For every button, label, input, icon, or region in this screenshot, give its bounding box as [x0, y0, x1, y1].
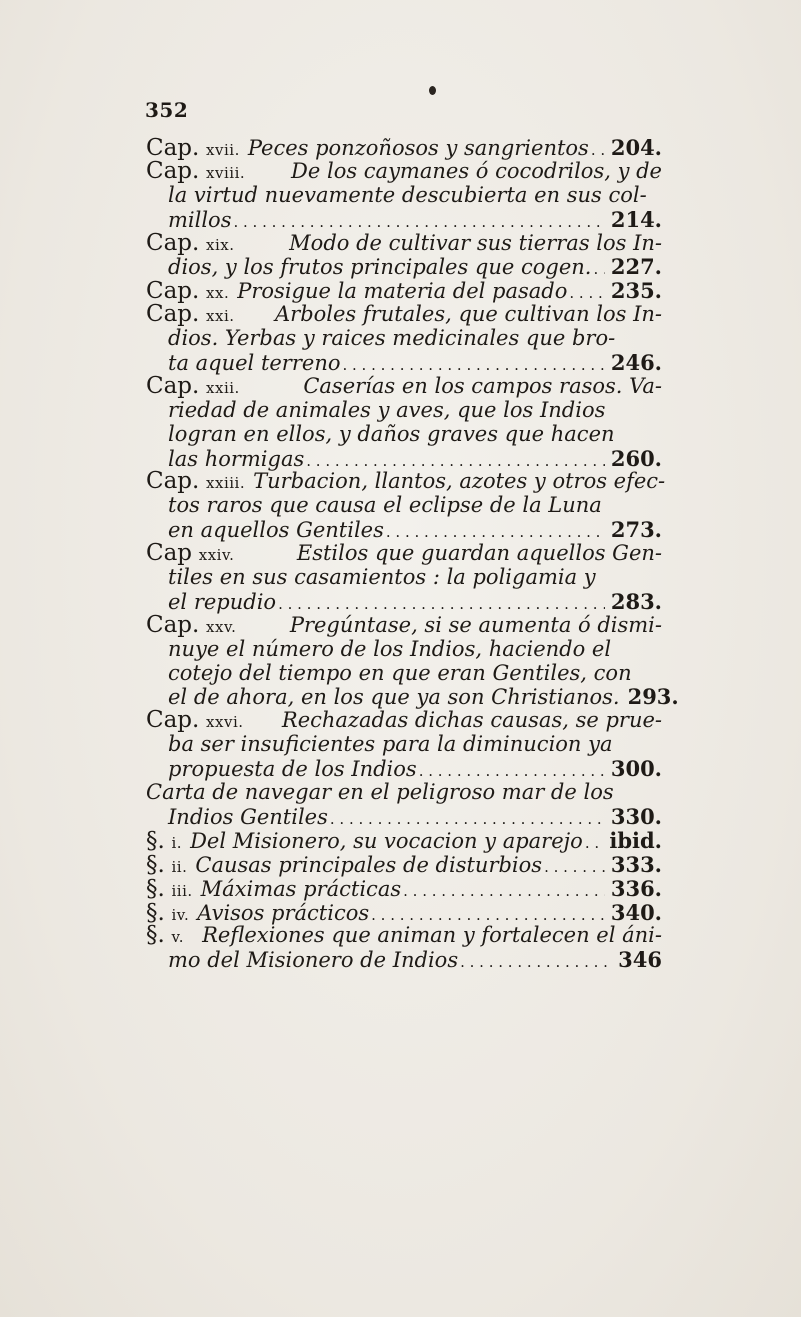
- entry-title-text: dios. Yerbas y raices medicinales que bro-: [168, 326, 616, 351]
- toc-line: [146, 447, 662, 471]
- toc-line: [146, 423, 662, 447]
- toc-line: [146, 611, 662, 638]
- entry-page-number: 333.: [610, 851, 662, 877]
- entry-number: xx.: [206, 284, 230, 303]
- entry-title-text: Peces ponzoñosos y sangrientos: [247, 136, 589, 160]
- toc-entry: [146, 372, 662, 471]
- toc-entry: [146, 877, 662, 901]
- toc-line: [146, 709, 662, 733]
- entry-page-number: 336.: [610, 875, 662, 901]
- entry-title-text: mo del Misionero de Indios: [168, 948, 459, 973]
- entry-label-word: §.: [146, 827, 165, 854]
- entry-title-text: tiles en sus casamientos : la poligamia y: [168, 565, 596, 590]
- entry-title-text: De los caymanes ó cocodrilos, y de: [291, 158, 662, 183]
- toc-line: [146, 901, 662, 925]
- toc-line: [146, 829, 662, 853]
- toc-line: [146, 662, 662, 686]
- entry-title-text: tos raros que causa el eclipse de la Luna: [168, 493, 602, 518]
- toc-line: [146, 853, 662, 877]
- entry-title-text: Rechazadas dichas causas, se prue-: [281, 708, 662, 733]
- entry-title-text: Pregúntase, si se aumenta ó dismi-: [289, 612, 662, 637]
- entry-page-number: 273.: [610, 517, 662, 543]
- entry-number: ii.: [171, 857, 188, 876]
- page-number: 352: [145, 98, 189, 122]
- entry-number: xix.: [206, 235, 235, 254]
- toc-line: [146, 924, 662, 948]
- toc-entry: [146, 829, 662, 853]
- toc-entry: [146, 901, 662, 925]
- toc-line: [146, 638, 662, 662]
- entry-title-text: Modo de cultivar sus tierras los In-: [289, 230, 662, 255]
- entry-number: i.: [171, 833, 183, 852]
- entry-title-text: ta aquel terreno: [168, 351, 341, 376]
- toc-line: [146, 757, 662, 781]
- toc-entry: [146, 229, 662, 280]
- entry-title-text: el de ahora, en los que ya son Christianos.: [168, 685, 620, 710]
- entry-page-number: 235.: [610, 278, 662, 304]
- entry-number: xxvi.: [206, 713, 244, 732]
- toc-entry: [146, 611, 679, 710]
- entry-page-number: 300.: [610, 756, 662, 782]
- entry-page-number: 214.: [610, 206, 662, 232]
- toc-entry: [146, 542, 662, 614]
- entry-title-text: dios, y los frutos principales que cogen.: [168, 255, 592, 280]
- entry-title-text: millos: [168, 207, 232, 232]
- entry-page-number: ibid.: [609, 827, 662, 853]
- dot-leader: [330, 806, 605, 832]
- entry-number: xxiv.: [198, 546, 235, 565]
- entry-label-word: §.: [146, 922, 165, 949]
- entry-label-word: §.: [146, 875, 165, 902]
- entry-label: [146, 229, 235, 258]
- toc-line: [146, 327, 662, 351]
- entry-page-number: 283.: [610, 588, 662, 614]
- entry-number: xvii.: [206, 141, 240, 159]
- entry-label-word: Cap.: [146, 135, 200, 161]
- toc-line: [146, 494, 662, 518]
- entry-title-text: la virtud nuevamente descubierta en sus col-: [168, 182, 647, 207]
- toc-entry: [146, 781, 662, 829]
- entry-page-number: 340.: [610, 899, 662, 925]
- entry-number: iv.: [171, 905, 190, 924]
- entry-label-word: Cap.: [146, 157, 200, 184]
- entry-label-word: Cap.: [146, 372, 200, 399]
- entry-page-number: 246.: [610, 350, 662, 376]
- entry-title-text: riedad de animales y aves, que los Indios: [168, 397, 606, 422]
- toc-entry: [146, 468, 666, 543]
- table-of-contents: [146, 135, 679, 973]
- entry-label-word: Cap: [146, 540, 193, 567]
- entry-page-number: 346: [618, 947, 662, 973]
- entry-page-number: 260.: [610, 445, 662, 471]
- entry-label-word: Cap.: [146, 611, 200, 638]
- entry-label-word: §.: [146, 851, 165, 878]
- entry-title-text: cotejo del tiempo en que eran Gentiles, con: [168, 660, 632, 685]
- entry-number: xxii.: [206, 378, 240, 397]
- entry-number: xxv.: [206, 617, 237, 636]
- entry-label: [146, 157, 246, 186]
- entry-title-text: el repudio: [168, 589, 277, 614]
- toc-line: [146, 303, 662, 327]
- toc-line: [146, 229, 662, 256]
- entry-page-number: 330.: [610, 803, 662, 829]
- entry-number: xxi.: [206, 307, 235, 326]
- toc-line: [146, 518, 662, 542]
- entry-title-text: las hormigas: [168, 446, 305, 471]
- toc-entry: [146, 303, 662, 375]
- entry-title-text: ba ser insuficientes para la diminucion ya: [168, 732, 613, 757]
- entry-title-text: Carta de navegar en el peligroso mar de los: [146, 780, 614, 805]
- entry-title-text: Arboles frutales, que cultivan los In-: [275, 302, 662, 327]
- entry-label: [146, 372, 240, 401]
- entry-label-word: §.: [146, 899, 165, 926]
- toc-line: [146, 468, 666, 495]
- entry-title-text: en aquellos Gentiles: [168, 518, 384, 543]
- entry-title-text: Estilos que guardan aquellos Gen-: [296, 541, 662, 566]
- entry-page-number: 204.: [610, 135, 662, 160]
- toc-line: [146, 566, 662, 590]
- toc-line: [146, 733, 662, 757]
- entry-title-text: Reflexiones que animan y fortalecen el áni-: [202, 923, 662, 948]
- entry-number: xxiii.: [206, 474, 246, 493]
- entry-number: v.: [171, 928, 184, 947]
- toc-line: [146, 590, 662, 614]
- toc-entry: [146, 853, 662, 877]
- dot-leader: [593, 256, 604, 282]
- entry-number: xviii.: [206, 163, 246, 182]
- toc-line: [146, 948, 662, 972]
- toc-line: [146, 255, 662, 279]
- entry-title-text: Máximas prácticas: [200, 876, 402, 901]
- entry-page-number: 227.: [610, 254, 662, 280]
- toc-line: [146, 399, 662, 423]
- toc-line: [146, 684, 679, 710]
- toc-line: [146, 877, 662, 901]
- toc-entry: [146, 279, 662, 303]
- entry-label-word: Cap.: [146, 707, 200, 734]
- dot-leader: [403, 878, 605, 904]
- entry-title-text: Turbacion, llantos, azotes y otros efec-: [253, 469, 666, 494]
- toc-line: [146, 136, 662, 160]
- entry-label-word: Cap.: [146, 229, 200, 256]
- entry-title-text: Del Misionero, su vocacion y aparejo: [190, 828, 583, 853]
- entry-title-text: logran en ellos, y daños graves que hacen: [168, 421, 615, 446]
- toc-line: [146, 184, 662, 208]
- toc-line: [146, 542, 662, 566]
- entry-title-text: Avisos prácticos: [197, 900, 370, 925]
- entry-label-word: Cap.: [146, 468, 200, 495]
- toc-line: [146, 157, 662, 184]
- toc-line: [146, 208, 662, 232]
- entry-title-text: Caserías en los campos rasos. Va-: [303, 373, 662, 398]
- toc-line: [146, 805, 662, 829]
- toc-entry: [146, 709, 662, 781]
- entry-number: iii.: [171, 881, 193, 900]
- toc-line: [146, 351, 662, 375]
- entry-title-text: Causas principales de disturbios: [195, 852, 543, 877]
- entry-page-number: 293.: [627, 684, 679, 710]
- entry-label: [146, 924, 184, 950]
- entry-title-text: Indios Gentiles: [168, 804, 328, 829]
- entry-label: [146, 611, 237, 640]
- entry-title-text: propuesta de los Indios: [168, 757, 417, 782]
- ink-dot: [429, 86, 436, 95]
- dot-leader: [460, 949, 612, 975]
- entry-title-text: Prosigue la materia del pasado: [237, 279, 568, 304]
- dot-leader: [585, 830, 604, 856]
- toc-line: [146, 781, 662, 805]
- toc-entry: [146, 924, 662, 972]
- entry-title-text: nuye el número de los Indios, haciendo el: [168, 636, 612, 661]
- toc-entry: [146, 157, 662, 232]
- entry-label-word: Cap.: [146, 301, 200, 328]
- toc-entry: [146, 136, 662, 160]
- dot-leader: [544, 854, 605, 880]
- toc-line: [146, 279, 662, 303]
- toc-line: [146, 372, 662, 399]
- entry-label-word: Cap.: [146, 278, 200, 305]
